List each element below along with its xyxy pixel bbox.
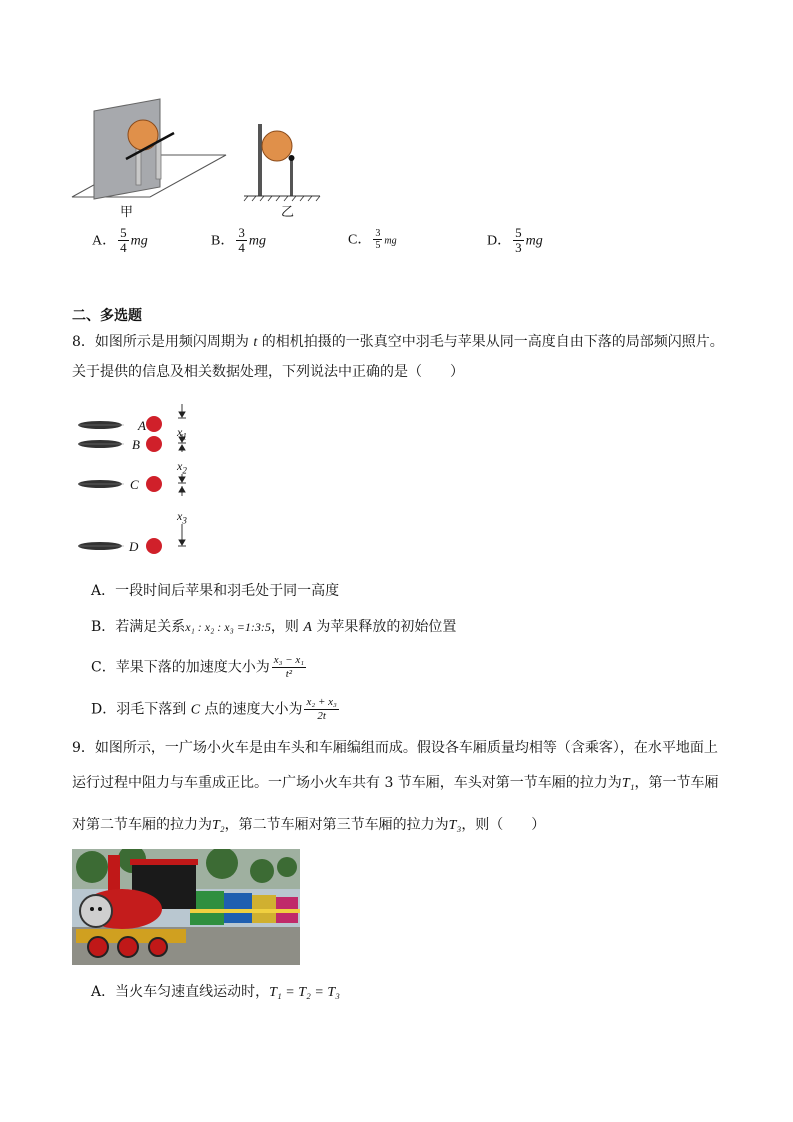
fraction: $\frac{\text{x₃ − x₁}}{\text{t²}}$	[273, 654, 305, 680]
support-post-right	[156, 141, 161, 179]
q8-stem-line2: 关于提供的信息及相关数据处理，下列说法中正确的是（ ）	[72, 364, 464, 380]
q9-stem-line3: 对第二节车厢的拉力为T₂，第二节车厢对第三节车厢的拉力为T₃，则（ ）	[72, 817, 546, 833]
fraction: $\frac{5}{4}$	[120, 225, 127, 255]
section-title: 二、多选题	[72, 308, 142, 324]
q9-option-a[interactable]: A．当火车匀速直线运动时，T₁ = T₂ = T₃	[91, 984, 340, 1000]
label-a: A	[138, 418, 146, 433]
figure-yi	[238, 120, 322, 202]
feather-d	[78, 542, 124, 550]
figure-jia	[70, 95, 230, 203]
wall-post	[258, 124, 262, 196]
q7-option-d[interactable]: D． $\frac{5}{3}$ mg	[487, 225, 543, 255]
q8-option-a[interactable]: A．一段时间后苹果和羽毛处于同一高度	[91, 583, 340, 599]
ground-hatch	[244, 196, 320, 201]
contact-point	[289, 155, 295, 161]
label-d: D	[129, 539, 139, 554]
q9-stem-line2: 运行过程中阻力与车重成正比。一广场小火车共有 3 节车厢，车头对第一节车厢的拉力为T₁，第一节车厢	[72, 775, 719, 791]
apple-c	[146, 476, 162, 492]
feather-b	[78, 440, 124, 448]
fraction: $\frac{\text{x₂ + x₃}}{2t}$	[306, 696, 337, 722]
fraction: $\frac{3}{4}$	[238, 225, 245, 255]
label-x2: $x_2$	[177, 459, 187, 476]
vertical-board	[94, 99, 160, 199]
q8-stem-line1: 8．如图所示是用频闪周期为 t 的相机拍摄的一张真空中羽毛与苹果从同一高度自由下落的局部频闪照片。	[72, 334, 724, 350]
q7-option-c[interactable]: C． $\frac{3}{5}$ mg	[348, 228, 397, 251]
fraction: $\frac{3}{5}$	[375, 228, 381, 251]
apple-a	[146, 416, 162, 432]
q8-option-d[interactable]: D．羽毛下落到 C 点的速度大小为 $\frac{\text{x₂ + x₃}}{2t}$	[91, 696, 337, 722]
q8-option-c[interactable]: C．苹果下落的加速度大小为 $\frac{\text{x₃ − x₁}}{\text{t²}}$	[91, 654, 305, 680]
q7-option-b[interactable]: B． $\frac{3}{4}$ mg	[211, 225, 266, 255]
support-post	[290, 158, 293, 196]
train-photo	[72, 849, 300, 965]
q8-option-b[interactable]: B．若满足关系x₁ : x₂ : x₃ =1:3:5，则 A 为苹果释放的初始位置	[91, 619, 457, 635]
ball	[262, 131, 292, 161]
label-x1: $x_1$	[177, 425, 187, 442]
q7-option-a[interactable]: A． $\frac{5}{4}$ mg	[92, 225, 148, 255]
figure-label-yi: 乙	[281, 205, 295, 220]
fraction: $\frac{5}{3}$	[515, 225, 522, 255]
apple-d	[146, 538, 162, 554]
feather-a	[78, 421, 124, 429]
figure-label-jia: 甲	[120, 205, 134, 220]
feather-c	[78, 480, 124, 488]
label-x3: $x_3$	[177, 509, 187, 526]
label-b: B	[132, 437, 140, 452]
q9-stem-line1: 9．如图所示，一广场小火车是由车头和车厢编组而成。假设各车厢质量均相等（含乘客），在水平地面上	[72, 740, 718, 756]
label-c: C	[130, 477, 139, 492]
apple-b	[146, 436, 162, 452]
